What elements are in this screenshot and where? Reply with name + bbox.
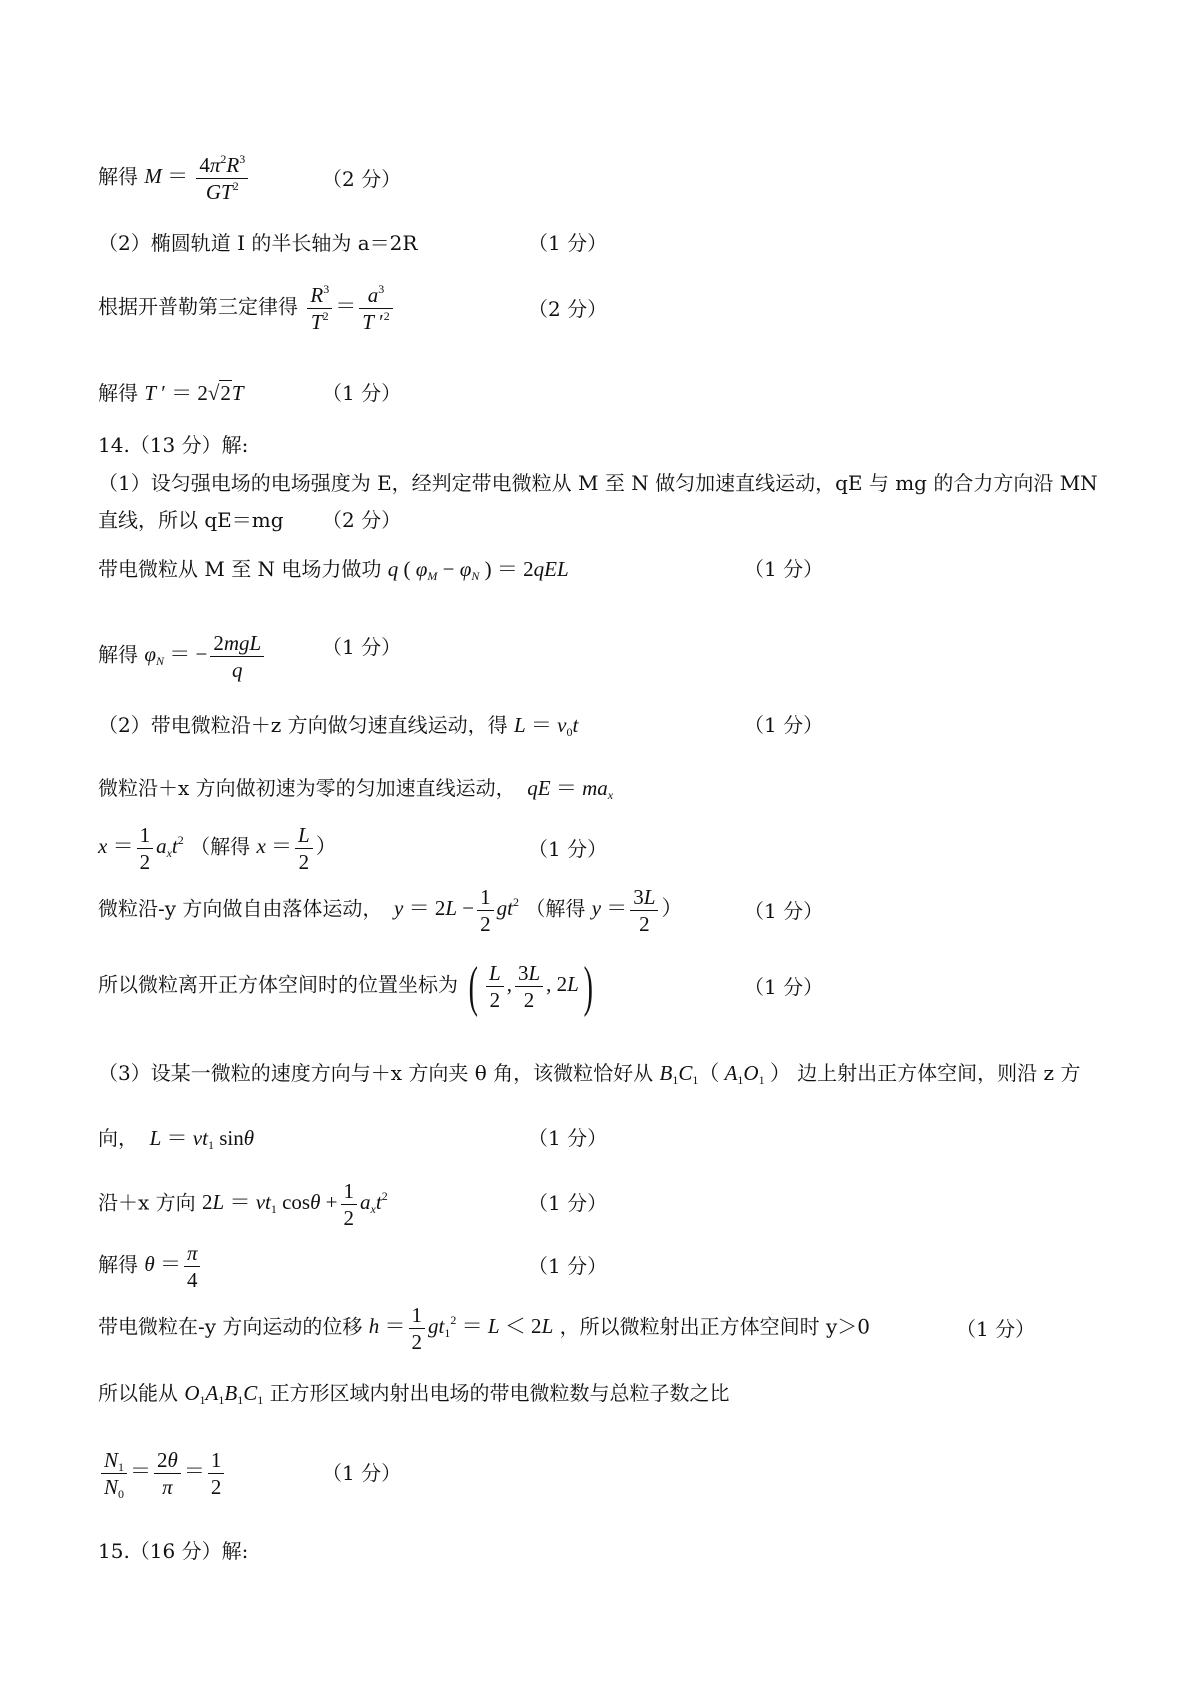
solution-line-16: [98, 1240, 203, 1293]
line-text: 所以微粒离开正方体空间时的位置坐标为: [98, 972, 458, 997]
formula-period: T ′ ＝ 2√2T: [144, 381, 244, 405]
formula-x-displacement: x ＝ $\frac{1}{2}$ $a_xt^2$: [98, 823, 184, 874]
formula-y-result: y ＝ $\frac{3L}{2}$ ）: [591, 885, 683, 936]
solution-line-5a: （1）设匀强电场的电场强度为 E，经判定带电微粒从 M 至 N 做匀加速直线运动，qE 与 mg 的合力方向沿 MN: [98, 471, 1098, 495]
line-text: 解得: [98, 164, 138, 189]
solution-line-19: [98, 1447, 227, 1500]
formula-potential: $\varphi_N$ ＝ − $\frac{\text{2mgL}}{q}$: [144, 642, 267, 666]
score-label: （2 分）: [322, 167, 402, 191]
score-label: （1 分）: [322, 381, 402, 405]
formula-exit-coordinate: ( $\frac{L}{2}$ , $\frac{3L}{2}$ , 2L): [469, 955, 593, 1018]
line-text: 微粒沿-y 方向做自由落体运动，: [98, 896, 383, 921]
score-label: （1 分）: [322, 635, 402, 659]
solution-line-14: [98, 1125, 254, 1151]
solution-line-2: （2）椭圆轨道 I 的半长轴为 a＝2R: [98, 231, 418, 255]
line-text: 带电微粒在-y 方向运动的位移: [98, 1314, 363, 1339]
score-label: （1 分）: [744, 899, 824, 923]
formula-mass: M ＝ $\frac{4\pi^2R^3}{GT^2}$: [144, 164, 251, 188]
line-text: 边上射出正方体空间，则沿 z 方: [797, 1061, 1081, 1085]
score-label: （1 分）: [322, 1461, 402, 1485]
formula-force-x: qE ＝ $ma_x$: [527, 776, 614, 802]
line-text: 解得: [98, 642, 138, 667]
solution-line-4: [98, 380, 244, 406]
formula-uniform-motion: $L = v_0t$: [513, 713, 579, 739]
question-15-header: 15.（16 分）解:: [98, 1539, 249, 1563]
formula-work: q ( $\varphi_M - \varphi_N$ ) ＝ 2qEL: [387, 557, 569, 583]
solution-line-10: [98, 822, 337, 875]
line-text: 带电微粒从 M 至 N 电场力做功: [98, 557, 382, 581]
score-label: （1 分）: [528, 1191, 608, 1215]
line-text: 所以能从: [98, 1381, 178, 1405]
score-label: （2 分）: [528, 297, 608, 321]
line-text: 根据开普勒第三定律得: [98, 294, 298, 319]
solution-line-5b: 直线，所以 qE＝mg: [98, 508, 284, 532]
formula-x-motion: $2L = vt_1$ cosθ + $\frac{1}{2}$ $a_xt^2$: [202, 1179, 388, 1230]
solution-line-13: [98, 1060, 1080, 1086]
line-text: 解得: [98, 381, 138, 405]
formula-kepler: $\frac{R^3}{T^2}$ ＝ $\frac{a^3}{T '^2}$: [304, 294, 395, 318]
solution-line-1: [98, 152, 251, 205]
line-text: 沿＋x 方向: [98, 1190, 196, 1215]
solution-line-15: [98, 1178, 388, 1231]
line-text: 微粒沿＋x 方向做初速为零的匀加速直线运动，: [98, 776, 516, 800]
formula-z-motion: $L = vt_1$ sinθ: [149, 1126, 255, 1152]
score-label: （1 分）: [744, 713, 824, 737]
formula-ratio: $\frac{N_1}{N_0}$ ＝ $\frac{2\theta}{\pi}$ ＝ $\frac{1}{2}$: [98, 1459, 227, 1483]
line-text: （3）设某一微粒的速度方向与＋x 方向夹 θ 角，该微粒恰好从: [98, 1061, 654, 1085]
score-label: （1 分）: [744, 975, 824, 999]
solution-line-3: [98, 282, 396, 335]
formula-x-result: x ＝ $\frac{L}{2}$ ）: [256, 823, 337, 874]
solution-line-6: [98, 556, 569, 582]
score-label: （1 分）: [956, 1317, 1036, 1341]
question-14-header: 14.（13 分）解:: [98, 433, 249, 457]
score-label: （1 分）: [528, 1254, 608, 1278]
solution-line-9: [98, 775, 613, 801]
score-label: （1 分）: [528, 1126, 608, 1150]
solution-line-7: [98, 630, 267, 683]
score-label: （2 分）: [322, 508, 402, 532]
score-label: （1 分）: [528, 837, 608, 861]
solution-line-11: [98, 884, 682, 937]
line-text: （解得: [190, 834, 251, 859]
line-text: 解得: [98, 1252, 138, 1277]
formula-angle: θ ＝ $\frac{\pi}{4}$: [144, 1252, 203, 1276]
formula-edge: $B_1C_1$（ $A_1O_1$ ）: [659, 1061, 791, 1087]
solution-line-12: [98, 955, 597, 1018]
line-text: （2）带电微粒沿＋z 方向做匀速直线运动，得: [98, 713, 508, 737]
line-text: （解得: [525, 896, 586, 921]
formula-region: $O_1A_1B_1C_1$: [184, 1381, 264, 1407]
solution-line-17: [98, 1302, 870, 1355]
solution-line-8: [98, 712, 578, 738]
score-label: （1 分）: [528, 231, 608, 255]
line-text: 正方形区域内射出电场的带电微粒数与总粒子数之比: [269, 1381, 730, 1405]
solution-line-18: [98, 1380, 730, 1406]
formula-y-displacement: y ＝ 2L − $\frac{1}{2}$ $gt^2$: [394, 885, 519, 936]
score-label: （1 分）: [744, 557, 824, 581]
line-text: 向，: [98, 1126, 138, 1150]
formula-fall-height: h ＝ $\frac{1}{2}$ $gt_1^2 = L < 2L$: [368, 1303, 554, 1354]
line-text: ，所以微粒射出正方体空间时 y＞0: [559, 1314, 870, 1339]
